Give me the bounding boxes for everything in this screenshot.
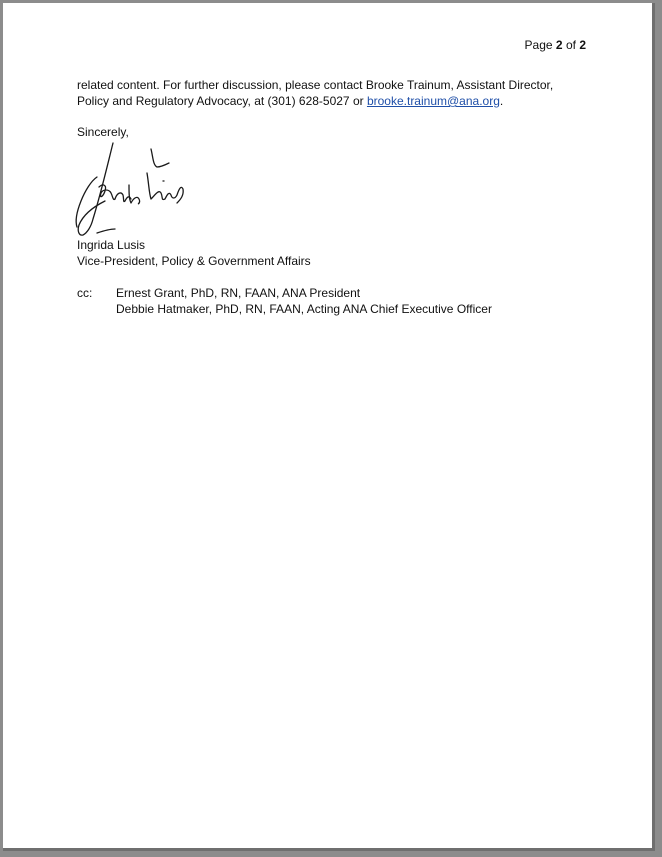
cc-recipient: Debbie Hatmaker, PhD, RN, FAAN, Acting ANA Chief Executive Officer bbox=[116, 302, 492, 316]
signer-block bbox=[77, 237, 311, 269]
letter-body bbox=[77, 77, 597, 109]
cc-recipient: Ernest Grant, PhD, RN, FAAN, ANA President bbox=[116, 286, 361, 300]
page-current: 2 bbox=[555, 38, 563, 52]
page-number bbox=[525, 38, 586, 52]
cc-label: cc: bbox=[77, 286, 93, 300]
handwritten-signature bbox=[67, 137, 187, 237]
cc-list bbox=[116, 285, 492, 317]
body-line-2-prefix: Policy and Regulatory Advocacy, at (301) 628-5027 or bbox=[77, 94, 367, 108]
page-label: Page bbox=[524, 38, 553, 52]
signer-title: Vice-President, Policy & Government Affairs bbox=[77, 254, 311, 268]
contact-email-link[interactable]: brooke.trainum@ana.org bbox=[366, 94, 500, 108]
signer-name: Ingrida Lusis bbox=[77, 238, 146, 252]
page-of: of bbox=[565, 38, 576, 52]
body-line-2-suffix: . bbox=[499, 94, 504, 108]
document-page bbox=[3, 3, 655, 851]
body-line-1: related content. For further discussion, please contact Brooke Trainum, Assistant Director, bbox=[77, 78, 554, 92]
body-line-2 bbox=[77, 93, 597, 109]
closing-salutation: Sincerely, bbox=[77, 125, 129, 139]
page-total: 2 bbox=[579, 38, 586, 52]
